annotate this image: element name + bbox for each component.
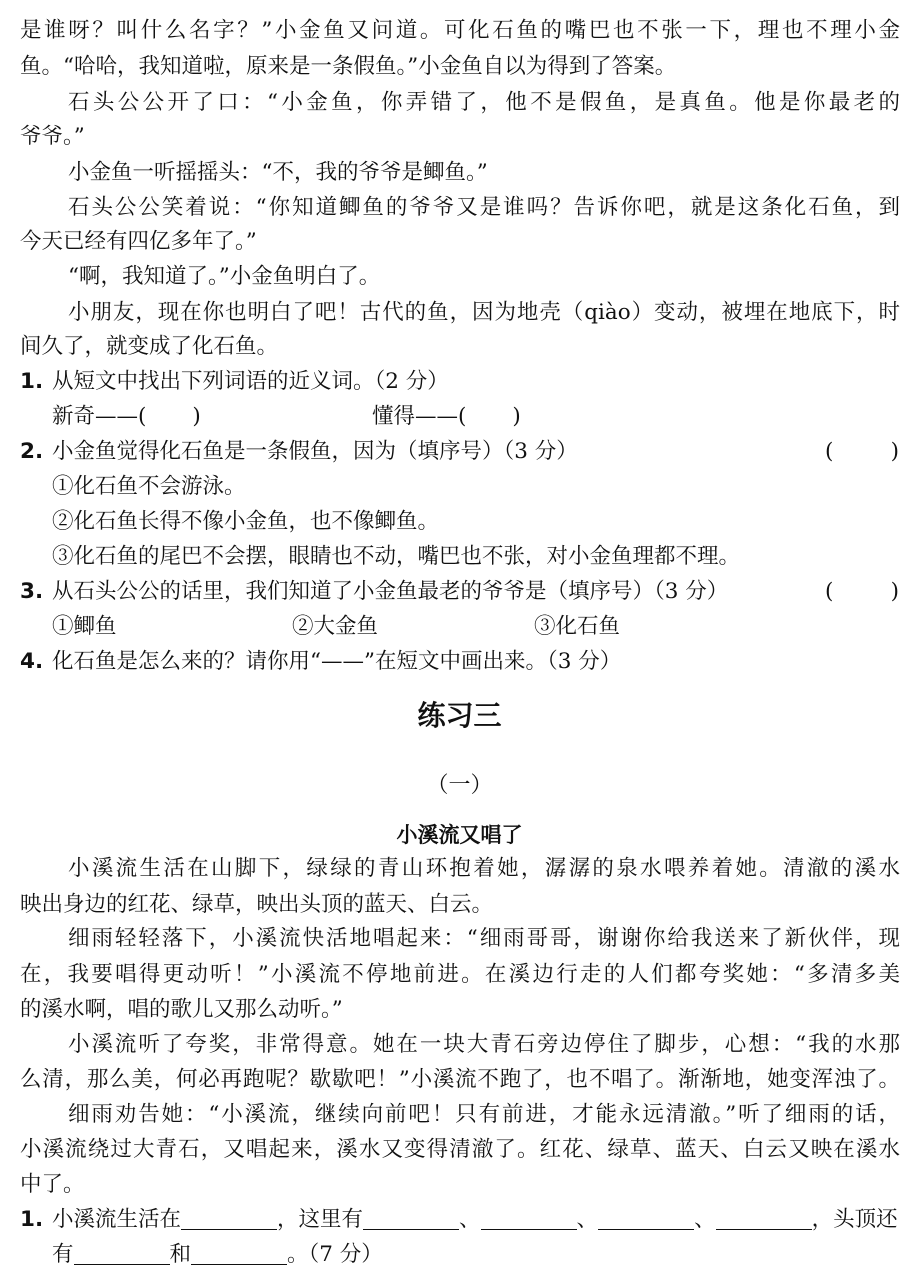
- paragraph-line: 小溪流绕过大青石，又唱起来，溪水又变得清澈了。红花、绿草、蓝天、白云又映在溪水: [20, 1137, 900, 1162]
- paragraph-line: 石头公公笑着说：“你知道鲫鱼的爷爷又是谁吗？告诉你吧，就是这条化石鱼，到: [68, 195, 900, 220]
- paragraph-line: 小溪流生活在山脚下，绿绿的青山环抱着她，潺潺的泉水喂养着她。清澈的溪水: [68, 856, 900, 881]
- paragraph-line: 是谁呀？叫什么名字？”小金鱼又问道。可化石鱼的嘴巴也不张一下，理也不理小金: [20, 18, 900, 43]
- synonym-prompt-a: 新奇——(: [52, 404, 147, 429]
- fill-blank[interactable]: [74, 1240, 170, 1265]
- paragraph-line: 小溪流听了夸奖，非常得意。她在一块大青石旁边停住了脚步，心想：“我的水那: [68, 1032, 900, 1057]
- fill-text: 有: [52, 1242, 74, 1267]
- option-2: ②大金鱼: [292, 614, 379, 639]
- question-number: 3.: [20, 579, 44, 604]
- question-text: 化石鱼是怎么来的？请你用“——”在短文中画出来。（3 分）: [52, 649, 622, 674]
- paragraph-line: 今天已经有四亿多年了。”: [20, 229, 257, 254]
- fill-blank[interactable]: [716, 1205, 812, 1230]
- paragraph-line: 的溪水啊，唱的歌儿又那么动听。”: [20, 997, 343, 1022]
- question-number: 2.: [20, 439, 44, 464]
- fill-blank[interactable]: [191, 1240, 287, 1265]
- fill-text: ，这里有: [277, 1207, 364, 1232]
- paragraph-line: 细雨劝告她：“小溪流，继续向前吧！只有前进，才能永远清澈。”听了细雨的话，: [68, 1102, 900, 1127]
- paragraph-line: 爷爷。”: [20, 124, 85, 149]
- fill-text: 。（7 分）: [287, 1242, 383, 1267]
- option-3: ③化石鱼: [534, 614, 621, 639]
- paragraph-line: 在，我要唱得更动听！”小溪流不停地前进。在溪边行走的人们都夸奖她：“多清多美: [20, 962, 900, 987]
- option-1: ①鲫鱼: [52, 614, 117, 639]
- question-number: 1.: [20, 1207, 44, 1232]
- paragraph-line: 中了。: [20, 1172, 85, 1197]
- answer-bracket[interactable]: [825, 575, 899, 609]
- paragraph-line: 鱼。“哈哈，我知道啦，原来是一条假鱼。”小金鱼自以为得到了答案。: [20, 54, 677, 79]
- option-3: ③化石鱼的尾巴不会摆，眼睛也不动，嘴巴也不张，对小金鱼理都不理。: [52, 544, 741, 569]
- paragraph-line: 石头公公开了口：“小金鱼，你弄错了，他不是假鱼，是真鱼。他是你最老的: [68, 90, 900, 115]
- paragraph-line: 小金鱼一听摇摇头：“不，我的爷爷是鲫鱼。”: [68, 160, 488, 185]
- fill-text: 和: [169, 1242, 192, 1267]
- bracket-close: ): [890, 579, 899, 604]
- section-part: （一）: [426, 773, 493, 798]
- paragraph-line: 间久了，就变成了化石鱼。: [20, 334, 279, 359]
- synonym-close-a: ): [192, 404, 201, 429]
- paragraph-line: 细雨轻轻落下，小溪流快活地唱起来：“细雨哥哥，谢谢你给我送来了新伙伴，现: [68, 926, 900, 951]
- fill-blank[interactable]: [181, 1205, 277, 1230]
- paragraph-line: 么清，那么美，何必再跑呢？歇歇吧！”小溪流不跑了，也不唱了。渐渐地，她变浑浊了。: [20, 1067, 900, 1092]
- story-title: 小溪流又唱了: [396, 823, 523, 847]
- question-number: 1.: [20, 369, 44, 394]
- separator: 、: [459, 1207, 481, 1232]
- bracket-open: (: [825, 579, 834, 604]
- question-number: 4.: [20, 649, 44, 674]
- question-text: 小金鱼觉得化石鱼是一条假鱼，因为（填序号）（3 分）: [52, 439, 578, 464]
- question-text: 从石头公公的话里，我们知道了小金鱼最老的爷爷是（填序号）（3 分）: [52, 579, 729, 604]
- answer-bracket[interactable]: [825, 435, 899, 469]
- option-2: ②化石鱼长得不像小金鱼，也不像鲫鱼。: [52, 509, 440, 534]
- fill-blank[interactable]: [481, 1205, 577, 1230]
- question-text: 从短文中找出下列词语的近义词。（2 分）: [52, 369, 449, 394]
- bracket-open: (: [825, 439, 834, 464]
- section-title: 练习三: [417, 699, 502, 732]
- paragraph-line: “啊，我知道了。”小金鱼明白了。: [68, 264, 381, 289]
- fill-blank[interactable]: [363, 1205, 459, 1230]
- paragraph-line: 映出身边的红花、绿草，映出头顶的蓝天、白云。: [20, 892, 494, 917]
- paragraph-line: 小朋友，现在你也明白了吧！古代的鱼，因为地壳（qiào）变动，被埋在地底下，时: [68, 300, 900, 325]
- fill-text: ，头顶还: [811, 1207, 898, 1232]
- synonym-prompt-b: 懂得——(: [372, 404, 467, 429]
- separator: 、: [694, 1207, 716, 1232]
- fill-text: 小溪流生活在: [52, 1207, 182, 1232]
- option-1: ①化石鱼不会游泳。: [52, 474, 246, 499]
- bracket-close: ): [890, 439, 899, 464]
- synonym-close-b: ): [512, 404, 521, 429]
- fill-blank[interactable]: [598, 1205, 694, 1230]
- separator: 、: [576, 1207, 599, 1232]
